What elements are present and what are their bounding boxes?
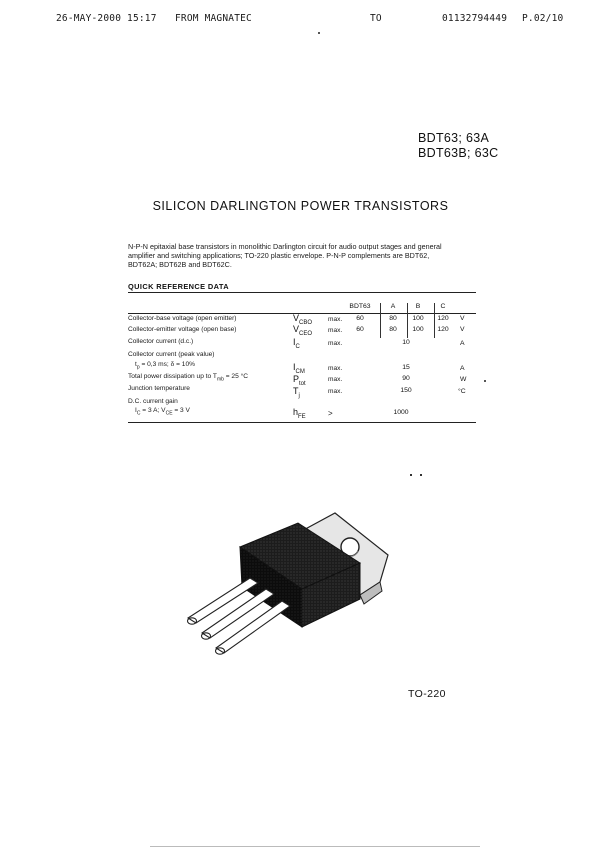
param-collector-current-peak-condition: $t_p = 0,3$ ms; δ = 10% xyxy=(135,361,195,371)
scan-speck xyxy=(420,474,422,476)
value-shared: 10 xyxy=(402,339,410,346)
cond-max: max. xyxy=(328,388,343,395)
value-c: 120 xyxy=(437,326,449,333)
symbol-ptot: $P_{tot}$ xyxy=(293,374,306,387)
intro-line-2: amplifier and switching applications; TO-220 plastic envelope. P-N-P complements are BDT62, xyxy=(128,251,430,260)
fax-datetime: 26-MAY-2000 15:17 xyxy=(56,13,157,24)
param-collector-emitter-voltage: Collector-emitter voltage (open base) xyxy=(128,326,237,333)
unit: V xyxy=(460,326,465,333)
cond-max: max. xyxy=(328,327,343,334)
value-b: 100 xyxy=(412,326,424,333)
scan-speck xyxy=(318,32,320,34)
unit: A xyxy=(460,340,465,347)
cond-greater-than: > xyxy=(328,409,333,418)
section-heading-quick-reference: QUICK REFERENCE DATA xyxy=(128,282,229,291)
param-total-power-dissipation: Total power dissipation up to $T_{mb} = 25$ °C xyxy=(128,373,248,383)
scan-edge-line xyxy=(150,846,480,847)
col-header-a: A xyxy=(390,303,396,310)
intro-line-3: BDT62A; BDT62B and BDT62C. xyxy=(128,260,232,269)
unit: °C xyxy=(458,388,466,395)
col-header-bdt63: BDT63 xyxy=(349,303,371,310)
fax-page: P.02/10 xyxy=(522,13,564,24)
part-number-line-2: BDT63B; 63C xyxy=(418,146,499,160)
table-bottom-rule xyxy=(128,422,476,423)
value-bdt63: 60 xyxy=(356,315,364,322)
symbol-icm: $I_{CM}$ xyxy=(293,362,305,375)
section-rule xyxy=(128,292,476,293)
param-collector-base-voltage: Collector-base voltage (open emitter) xyxy=(128,315,237,322)
cond-max: max. xyxy=(328,365,343,372)
symbol-ic: $I_C$ xyxy=(293,337,300,350)
unit: V xyxy=(460,315,465,322)
value-b: 100 xyxy=(412,315,424,322)
symbol-hfe: $h_{FE}$ xyxy=(293,407,306,420)
part-number-line-1: BDT63; 63A xyxy=(418,131,490,145)
unit: A xyxy=(460,365,465,372)
to220-package-drawing xyxy=(170,505,410,665)
param-collector-current-dc: Collector current (d.c.) xyxy=(128,338,194,345)
package-label: TO-220 xyxy=(408,688,446,700)
cond-max: max. xyxy=(328,376,343,383)
symbol-vcbo: $V_{CBO}$ xyxy=(293,313,313,326)
param-collector-current-peak: Collector current (peak value) xyxy=(128,351,215,358)
value-shared: 90 xyxy=(402,375,410,382)
cond-max: max. xyxy=(328,316,343,323)
fax-to: TO xyxy=(370,13,382,24)
fax-phone: 01132794449 xyxy=(442,13,508,24)
value-shared: 1000 xyxy=(393,409,409,416)
param-junction-temperature: Junction temperature xyxy=(128,385,190,392)
col-header-c: C xyxy=(440,303,446,310)
value-a: 80 xyxy=(389,326,397,333)
fax-from: FROM MAGNATEC xyxy=(175,13,252,24)
unit: W xyxy=(460,376,467,383)
value-bdt63: 60 xyxy=(356,326,364,333)
symbol-tj: $T_j$ xyxy=(293,386,300,399)
symbol-vceo: $V_{CEO}$ xyxy=(293,324,313,337)
param-dc-current-gain-condition: $I_C = 3$ A; $V_{CE} = 3$ V xyxy=(135,407,190,417)
scan-speck xyxy=(484,380,486,382)
value-a: 80 xyxy=(389,315,397,322)
value-shared: 15 xyxy=(402,364,410,371)
value-c: 120 xyxy=(437,315,449,322)
intro-line-1: N-P-N epitaxial base transistors in monolithic Darlington circuit for audio output stages and general xyxy=(128,242,442,251)
cond-max: max. xyxy=(328,340,343,347)
value-shared: 150 xyxy=(400,387,412,394)
scan-speck xyxy=(410,474,412,476)
col-header-b: B xyxy=(415,303,421,310)
page-title: SILICON DARLINGTON POWER TRANSISTORS xyxy=(152,199,449,213)
param-dc-current-gain: D.C. current gain xyxy=(128,398,178,405)
